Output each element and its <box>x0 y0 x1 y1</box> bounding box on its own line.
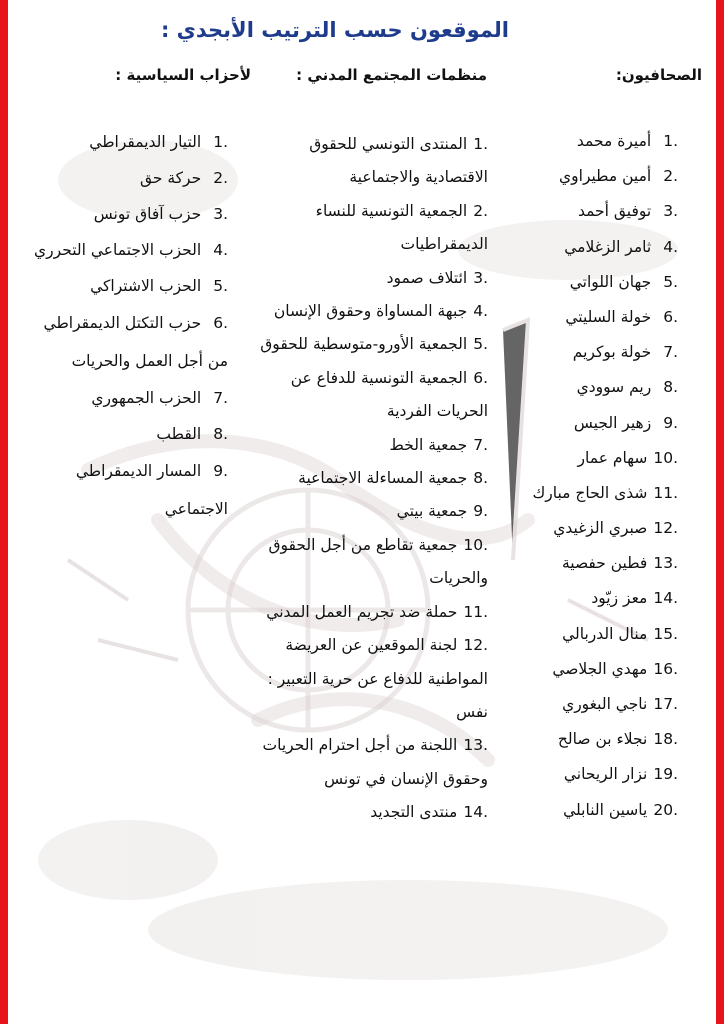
item-number: 10. <box>463 535 488 554</box>
list-item <box>478 406 678 441</box>
item-number: 7. <box>473 435 488 454</box>
item-number: 17. <box>653 695 678 713</box>
item-label: جهان اللواتي <box>569 272 652 291</box>
list-item <box>256 596 488 629</box>
list-item <box>478 757 678 792</box>
list-item <box>256 262 488 295</box>
item-label: حزب التكتل الديمقراطي من أجل العمل والحريات <box>43 314 228 370</box>
item-label: نجلاء بن صالح <box>557 730 648 749</box>
list-item <box>478 652 678 687</box>
item-label: حركة حق <box>139 169 202 187</box>
item-label: جمعية تقاطع من أجل الحقوق والحريات <box>268 535 488 588</box>
item-label: معز زيّود <box>591 589 648 608</box>
item-label: منتدى التجديد <box>370 803 458 822</box>
item-number: 5. <box>663 272 678 291</box>
list-item <box>28 232 228 268</box>
list-item <box>256 729 488 796</box>
item-number: 13. <box>653 554 678 573</box>
list-item <box>478 370 678 405</box>
list-item <box>478 159 678 194</box>
item-number: 11. <box>463 602 488 621</box>
item-number: 11. <box>653 483 678 502</box>
journalists-list <box>478 124 678 828</box>
list-item <box>28 268 228 304</box>
item-number: 5. <box>213 277 228 295</box>
item-label: الحزب الاشتراكي <box>90 277 202 295</box>
list-item <box>28 160 228 196</box>
item-label: سهام عمار <box>577 448 648 467</box>
item-number: 8. <box>473 469 488 488</box>
list-item <box>256 429 488 462</box>
list-item <box>478 124 678 159</box>
item-label: أمين مطيراوي <box>559 167 652 186</box>
item-label: اللجنة من أجل احترام الحريات وحقوق الإنسان في تونس <box>262 736 488 788</box>
list-item <box>256 462 488 495</box>
item-number: 2. <box>663 167 678 186</box>
item-label: لجنة الموقعين عن العريضة المواطنية للدفاع عن حرية التعبير : نفس <box>267 636 488 721</box>
item-label: شذى الحاج مبارك <box>532 483 648 502</box>
item-label: ياسين النابلي <box>563 800 648 819</box>
item-label: منال الدربالي <box>562 624 648 643</box>
civil-society-heading: منظمات المجتمع المدني : <box>296 66 487 84</box>
item-number: 1. <box>663 132 678 150</box>
item-number: 6. <box>473 368 488 387</box>
item-number: 6. <box>663 307 678 326</box>
list-item <box>256 128 488 195</box>
item-number: 20. <box>653 800 678 819</box>
list-item <box>28 452 228 528</box>
list-item <box>478 230 678 265</box>
political-parties-list <box>28 124 228 528</box>
page-title: الموقعون حسب الترتيب الأبجدي : <box>160 18 509 42</box>
item-label: توفيق أحمد <box>577 202 652 221</box>
political-parties-heading: لأحزاب السياسية : <box>115 66 251 84</box>
item-number: 3. <box>473 268 488 287</box>
item-label: حملة ضد تجريم العمل المدني <box>266 602 458 621</box>
list-item <box>256 328 488 361</box>
item-label: الجمعية التونسية للدفاع عن الحريات الفردية <box>290 368 488 421</box>
list-item <box>28 124 228 160</box>
item-label: ريم سوودي <box>576 378 652 397</box>
item-label: ثامر الزغلامي <box>564 237 652 256</box>
list-item <box>478 793 678 828</box>
item-number: 15. <box>653 624 678 643</box>
item-label: التيار الديمقراطي <box>89 133 202 151</box>
item-label: حزب آفاق تونس <box>93 205 202 223</box>
list-item <box>478 546 678 581</box>
list-item <box>478 581 678 616</box>
item-label: أميرة محمد <box>576 132 652 150</box>
item-number: 8. <box>213 425 228 443</box>
list-item <box>478 722 678 757</box>
item-number: 6. <box>213 314 228 332</box>
item-number: 12. <box>463 636 488 655</box>
list-item <box>28 196 228 232</box>
item-label: ناجي البغوري <box>562 695 648 713</box>
item-number: 9. <box>663 413 678 432</box>
item-label: جبهة المساواة وحقوق الإنسان <box>273 302 468 321</box>
item-number: 2. <box>213 169 228 187</box>
item-label: جمعية المساءلة الاجتماعية <box>298 469 468 488</box>
item-label: الجمعية الأورو-متوسطية للحقوق <box>260 335 468 354</box>
item-label: المسار الديمقراطي الاجتماعي <box>75 462 228 518</box>
item-label: مهدي الجلاصي <box>552 659 648 678</box>
list-item <box>28 416 228 452</box>
item-label: القطب <box>156 425 202 443</box>
list-item <box>478 194 678 229</box>
list-item <box>478 687 678 722</box>
item-number: 1. <box>213 133 228 151</box>
item-label: جمعية الخط <box>389 435 468 454</box>
list-item <box>478 335 678 370</box>
list-item <box>28 304 228 380</box>
item-label: فطين حفصية <box>561 554 648 573</box>
list-item <box>478 265 678 300</box>
item-label: خولة السليتي <box>565 307 652 326</box>
list-item <box>478 617 678 652</box>
item-label: ائتلاف صمود <box>386 268 468 287</box>
item-number: 4. <box>663 237 678 256</box>
item-label: الحزب الجمهوري <box>91 389 202 407</box>
list-item <box>478 511 678 546</box>
item-number: 1. <box>473 135 488 153</box>
item-label: نزار الريحاني <box>563 765 648 784</box>
journalists-heading: الصحافيون: <box>615 66 702 84</box>
item-number: 4. <box>473 302 488 321</box>
item-label: جمعية بيتي <box>396 502 468 521</box>
item-number: 13. <box>463 736 488 755</box>
list-item <box>478 476 678 511</box>
list-item <box>478 441 678 476</box>
list-item <box>256 529 488 596</box>
item-number: 14. <box>653 589 678 608</box>
list-item <box>256 495 488 528</box>
item-number: 18. <box>653 730 678 749</box>
item-number: 10. <box>653 448 678 467</box>
item-number: 12. <box>653 519 678 538</box>
item-number: 3. <box>663 202 678 221</box>
item-number: 9. <box>213 462 228 480</box>
item-label: الحزب الاجتماعي التحرري <box>34 241 202 259</box>
item-number: 3. <box>213 205 228 223</box>
item-number: 9. <box>473 502 488 521</box>
item-number: 7. <box>663 343 678 362</box>
item-label: خولة بوكريم <box>572 343 652 362</box>
item-number: 14. <box>463 803 488 822</box>
item-number: 16. <box>653 659 678 678</box>
list-item <box>256 195 488 262</box>
item-number: 4. <box>213 241 228 259</box>
item-number: 8. <box>663 378 678 397</box>
item-number: 19. <box>653 765 678 784</box>
list-item <box>256 629 488 729</box>
item-label: المنتدى التونسي للحقوق الاقتصادية والاجتماعية <box>309 135 488 187</box>
item-number: 2. <box>473 201 488 220</box>
civil-society-list <box>256 128 488 830</box>
item-label: صبري الزغيدي <box>553 519 648 538</box>
list-item <box>256 796 488 829</box>
list-item <box>28 380 228 416</box>
item-number: 5. <box>473 335 488 354</box>
list-item <box>256 362 488 429</box>
list-item <box>478 300 678 335</box>
item-label: زهير الجيس <box>573 413 652 432</box>
item-number: 7. <box>213 389 228 407</box>
list-item <box>256 295 488 328</box>
item-label: الجمعية التونسية للنساء الديمقراطيات <box>315 201 488 254</box>
